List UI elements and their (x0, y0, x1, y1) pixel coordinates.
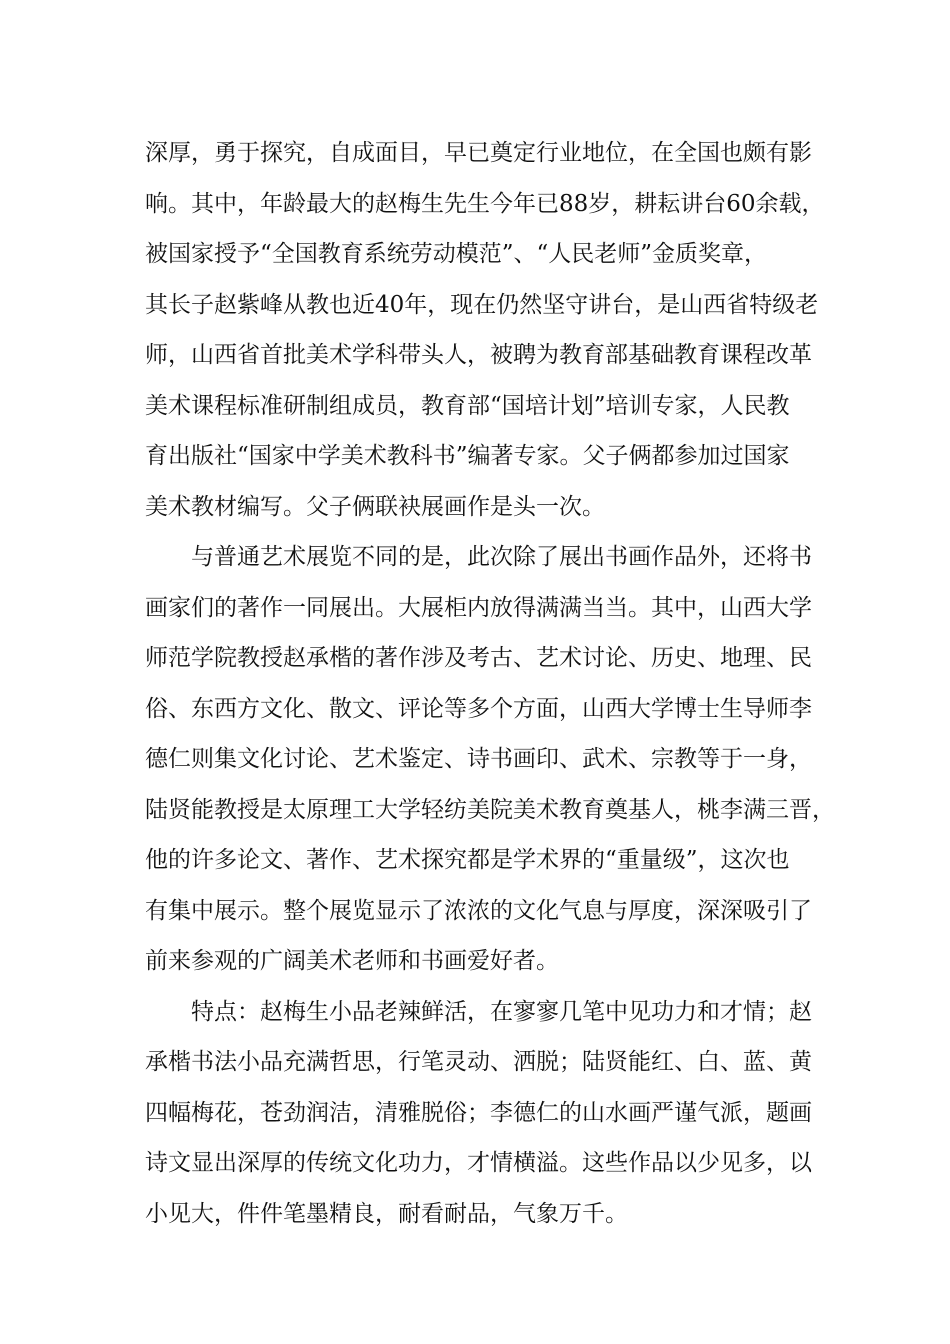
text-line: 他的许多论文、著作、艺术探究都是学术界的“重量级”，这次也 (145, 847, 790, 873)
text-line: 画家们的著作一同展出。大展柜内放得满满当当。其中，山西大学 (145, 594, 812, 621)
text-line: 俗、东西方文化、散文、评论等多个方面，山西大学博士生导师李 (145, 695, 812, 722)
paragraph-1 (145, 128, 825, 532)
text-line: 美术教材编写。父子俩联袂展画作是头一次。 (145, 493, 605, 520)
text-line: 诗文显出深厚的传统文化功力，才情横溢。这些作品以少见多，以 (145, 1150, 812, 1176)
article-body (145, 128, 835, 1239)
text-line: 育出版社“国家中学美术教科书”编著专家。父子俩都参加过国家 (145, 443, 790, 469)
text-line: 美术课程标准研制组成员，教育部“国培计划”培训专家，人民教 (145, 392, 790, 419)
text-line: 响。其中，年龄最大的赵梅生先生今年已88岁，耕耘讲台60余载， (145, 190, 825, 217)
text-line: 师，山西省首批美术学科带头人，被聘为教育部基础教育课程改革 (145, 342, 812, 368)
text-line: 小见大，件件笔墨精良，耐看耐品，气象万千。 (145, 1200, 628, 1227)
text-line: 陆贤能教授是太原理工大学轻纺美院美术教育奠基人，桃李满三晋， (145, 796, 835, 823)
text-line: 前来参观的广阔美术老师和书画爱好者。 (145, 948, 559, 974)
paragraph-3 (145, 987, 815, 1240)
text-line: 四幅梅花，苍劲润洁，清雅脱俗；李德仁的山水画严谨气派，题画 (145, 1099, 812, 1126)
text-line: 其长子赵紫峰从教也近40年，现在仍然坚守讲台，是山西省特级老 (145, 291, 819, 318)
text-line: 特点：赵梅生小品老辣鲜活，在寥寥几笔中见功力和才情；赵 (191, 998, 812, 1025)
text-line: 德仁则集文化讨论、艺术鉴定、诗书画印、武术、宗教等于一身， (145, 746, 812, 772)
text-line: 与普通艺术展览不同的是，此次除了展出书画作品外，还将书 (191, 544, 812, 570)
text-line: 师范学院教授赵承楷的著作涉及考古、艺术讨论、历史、地理、民 (145, 645, 812, 671)
text-line: 承楷书法小品充满哲思，行笔灵动、洒脱；陆贤能红、白、蓝、黄 (145, 1049, 812, 1075)
text-line: 有集中展示。整个展览显示了浓浓的文化气息与厚度，深深吸引了 (145, 897, 812, 924)
text-line: 深厚，勇于探究，自成面目，早已奠定行业地位，在全国也颇有影 (145, 140, 812, 166)
paragraph-2 (145, 532, 835, 987)
text-line: 被国家授予“全国教育系统劳动模范”、“人民老师”金质奖章， (145, 241, 768, 267)
